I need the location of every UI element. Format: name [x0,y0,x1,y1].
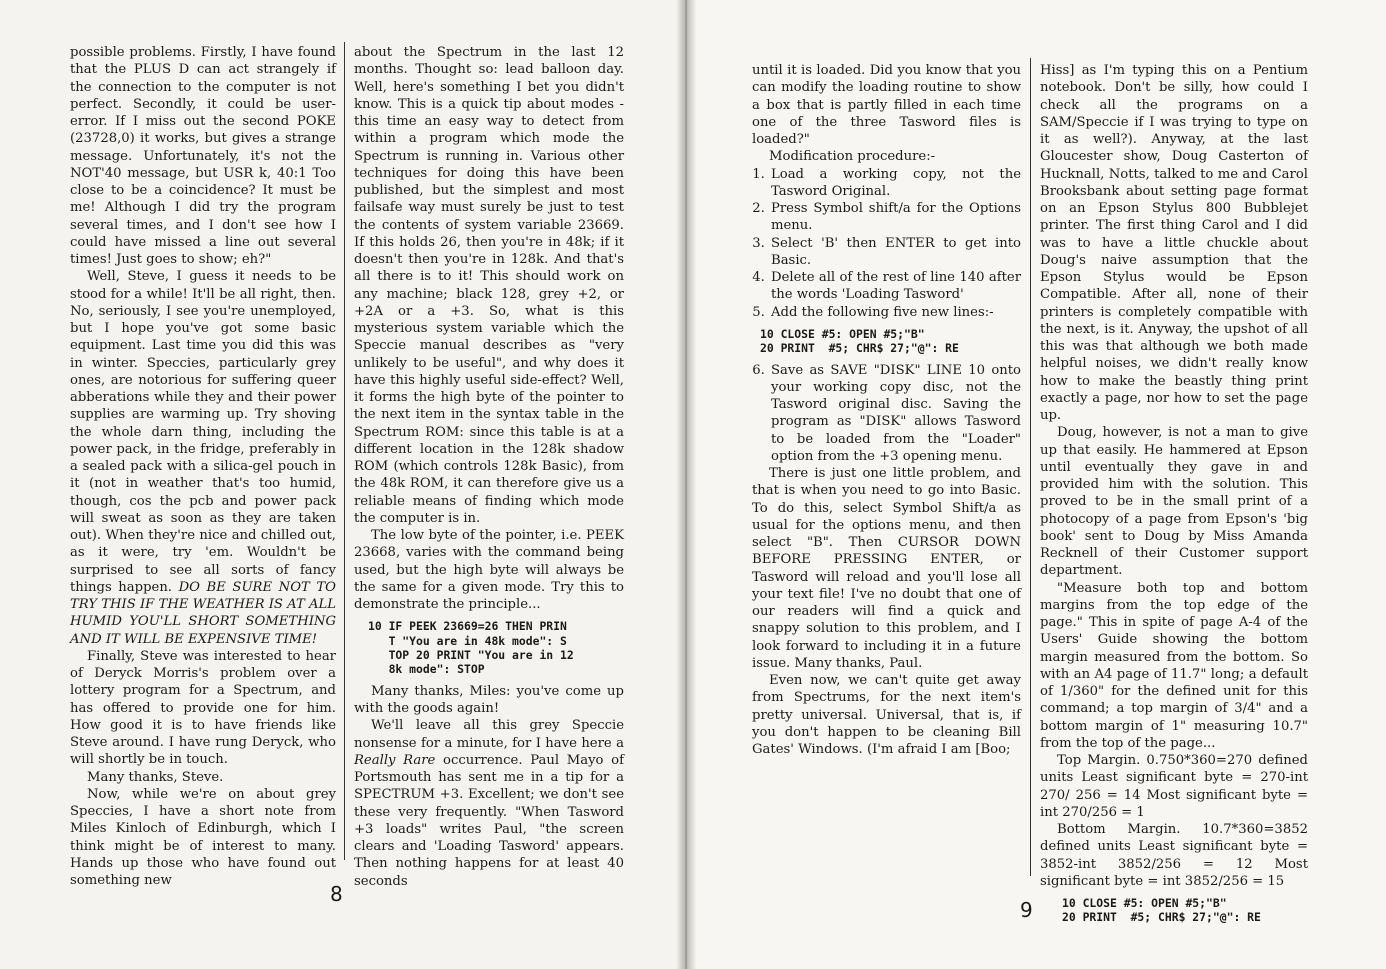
paragraph: Now, while we're on about grey Speccies, I have a short note from Miles Kinloch of Edinburgh, which I think might be of interest to many. Hands up those who have found out something new [70,786,336,888]
paragraph: Hiss] as I'm typing this on a Pentium notebook. Don't be silly, how could I check all the programs on a SAM/Speccie if I was trying to type on it as well?). Anyway, at the last Gloucester show, Doug Casterton of Hucknall, Notts, talked to me and Carol Brooksbank about setting page format on an Epson Stylus 800 Bubblejet printer. The first thing Carol and I did was to have a little chuckle about Doug's naive assumption that the Epson Stylus would be Epson Compatible. After all, none of their printers is completely compatible with the next, is it. Anyway, the upshot of all this was that although we both made helpful noises, we didn't really know how to make the beastly thing print exactly a page, nor how to set the page up. [1040,63,1308,423]
paragraph: Finally, Steve was interested to hear of Deryck Morris's problem over a lottery program for a Spectrum, and has offered to provide one for him. How good it is to have friends like Steve around. I have rung Deryck, who will shortly be in touch. [70,648,336,768]
code-listing: 10 CLOSE #5: OPEN #5;"B" 20 PRINT #5; CHR$ 27;"@": RE [1062,896,1261,925]
right-page-column-2 [1040,62,1308,931]
list-item: 2. Press Symbol shift/a for the Options menu. [769,200,1021,235]
list-item: 4. Delete all of the rest of line 140 after the words 'Loading Tasword' [769,269,1021,304]
paragraph: Many thanks, Miles: you've come up with the goods again! [354,683,624,717]
paragraph: Top Margin. 0.750*360=270 defined units Least significant byte = 270-int 270/ 256 = 14 Most significant byte = int 270/256 = 1 [1040,753,1308,820]
left-page-column-1 [70,44,336,889]
list-item: 3. Select 'B' then ENTER to get into Basic. [769,235,1021,270]
paragraph: Many thanks, Steve. [87,769,224,785]
warning-text: DO BE SURE NOT TO TRY THIS IF THE WEATHER IS AT ALL HUMID YOU'LL SHORT SOMETHING AND IT WILL BE EXPENSIVE TIME! [70,579,336,647]
list-item: 6. Save as SAVE "DISK" LINE 10 onto your working copy disc, not the Tasword original disc. Saving the program as "DISK" allows Tasword to be loaded from the "Loader" option from the +3 opening menu. [769,362,1021,466]
paragraph: Modification procedure:- [769,149,936,165]
right-page-column-1 [752,62,1021,758]
page-number: 8 [330,882,343,906]
right-page [696,0,1386,969]
left-page-column-2 [354,44,624,890]
paragraph: about the Spectrum in the last 12 months. Thought so: lead balloon day. Well, here's something I bet you didn't know. This is a quick tip about modes - this time an easy way to detect from within a program which mode the Spectrum is running in. Various other techniques for doing this have been published, but the simplest and most failsafe way must surely be just to test the contents of system variable 23669. If this holds 26, then you're in 48k; if it doesn't then you're in 128k. And that's all there is to it! This should work on any machine; black 128, grey +2, or +2A or a +3. So, what is this mysterious system variable which the Speccie manual describes as "very unlikely to be useful", and why does it have this highly useful side-effect? Well, it forms the high byte of the pointer to the next item in the syntax table in the Spectrum ROM: since this table is at a different location in the 128k shadow ROM (which controls 128k Basic), from the 48k ROM, it can therefore give us a reliable means of finding which mode the computer is in. [354,45,624,526]
page-number: 9 [1020,898,1033,922]
column-divider [344,42,345,860]
spine-gutter [676,0,696,969]
paragraph: Well, Steve, I guess it needs to be stood for a while! It'll be all right, then. No, seriously, I see you're unemployed, but I hope you've got some basic equipment. Last time you did this was in winter. Speccies, particularly grey ones, are notorious for suffering queer abberations while they and their power supplies are warming up. Try shoving the whole darn thing, including the power pack, in the fridge, preferably in a sealed pack with a silica-gel pouch in it (not in weather that's too humid, though, cos the pcb and power pack will sweat as soon as they are taken out). When they're nice and chilled out, as it were, try 'em. Wouldn't be surprised to see all sorts of fancy things happen. DO BE SURE NOT TO TRY THIS IF THE WEATHER IS AT ALL HUMID YOU'LL SHORT SOMETHING AND IT WILL BE EXPENSIVE TIME! [70,269,336,647]
procedure-list [752,166,1021,321]
procedure-list-continued [752,362,1021,466]
paragraph: Doug, however, is not a man to give up that easily. He hammered at Epson until eventually they gave in and provided him with the solution. This proved to be in the small print of a photocopy of a page from Epson's 'big book' sent to Doug by Miss Amanda Recknell of their Customer support department. [1040,425,1308,579]
paragraph: "Measure both top and bottom margins from the top edge of the page." This in spite of page A-4 of the Users' Guide showing the bottom margin measured from the bottom. So with an A4 page of 11.7" long; a default of 1/360" for the defined unit for this command; a top margin of 3/4" and a bottom margin of 1" measuring 10.7" from the top of the page... [1040,580,1308,751]
paragraph: Even now, we can't quite get away from Spectrums, for the next item's pretty universal. Universal, that is, if you don't happen to be cleaning Bill Gates' Windows. (I'm afraid I am [Boo; [752,673,1021,758]
code-listing: 10 IF PEEK 23669=26 THEN PRIN T "You are in 48k mode": S TOP 20 PRINT "You are in 12 8k mode": STOP [368,619,574,677]
paragraph: We'll leave all this grey Speccie nonsense for a minute, for I have here a Really Rare occurrence. Paul Mayo of Portsmouth has sent me in a tip for a SPECTRUM +3. Excellent; we don't see these very frequently. "When Tasword +3 loads" writes Paul, "the screen clears and 'Loading Tasword' appears. Then nothing happens for at least 40 seconds [354,718,624,889]
paragraph: The low byte of the pointer, i.e. PEEK 23668, varies with the command being used, but the high byte will always be the same for a given mode. Try this to demonstrate the principle... [354,528,624,612]
paragraph: possible problems. Firstly, I have found that the PLUS D can act strangely if the connection to the computer is not perfect. Secondly, it could be user-error. If I miss out the second POKE (23728,0) it works, but gives a strange message. Unfortunately, it's not the NOT'40 message, but USR k, 40:1 Too close to be a coincidence? It must be me! Although I did try the program several times, and I don't see how I could have missed a line out several times! Just goes to show; eh?" [70,45,336,267]
column-divider [1030,58,1031,876]
paragraph: until it is loaded. Did you know that you can modify the loading routine to show a box that is partly filled in each time one of the three Tasword files is loaded?" [752,63,1021,147]
code-listing: 10 CLOSE #5: OPEN #5;"B" 20 PRINT #5; CHR$ 27;"@": RE [760,326,959,356]
list-item: 5. Add the following five new lines:- [769,304,1021,321]
paragraph: Bottom Margin. 10.7*360=3852 defined units Least significant byte = 3852-int 3852/256 = 12 Most significant byte = int 3852/256 = 15 [1040,822,1308,889]
paragraph: There is just one little problem, and that is when you need to go into Basic. To do this, select Symbol Shift/a as usual for the options menu, and then select "B". Then CURSOR DOWN BEFORE PRESSING ENTER, or Tasword will reload and you'll lose all your text file! I've no doubt that one of our readers will find a quick and snappy solution to this problem, and I look forward to including it in a future issue. Many thanks, Paul. [752,466,1021,671]
list-item: 1. Load a working copy, not the Tasword Original. [769,166,1021,201]
